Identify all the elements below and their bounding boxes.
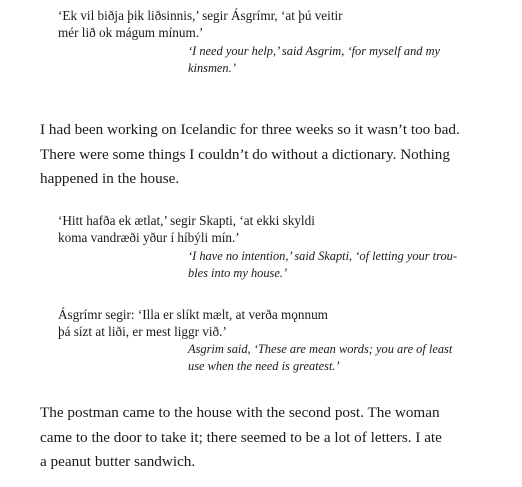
text-line: ‘Ek vil biðja þik liðsinnis,’ segir Ásgrímr, ‘at þú veitir (58, 8, 343, 23)
text-line: came to the door to take it; there seemed to be a lot of letters. I ate (40, 428, 442, 446)
text-line: ‘I need your help,’ said Asgrim, ‘for myself and my (188, 44, 441, 58)
saga-quote-3 (58, 306, 488, 375)
old-norse-text (58, 7, 488, 41)
text-line: I had been working on Icelandic for three weeks so it wasn’t too bad. (40, 121, 460, 138)
text-line: use when the need is greatest.’ (188, 359, 340, 373)
text-line: happened in the house. (40, 170, 180, 187)
saga-quote-1 (58, 7, 488, 77)
narrative-paragraph-2 (40, 401, 510, 475)
english-translation (188, 341, 478, 375)
english-translation (188, 43, 478, 77)
text-line: bles into my house.’ (188, 266, 288, 280)
text-line: a peanut butter sandwich. (40, 453, 196, 470)
text-line: Ásgrímr segir: ‘Illa er slíkt mælt, at verða mǫnnum (58, 307, 328, 322)
text-line: mér lið ok mágum mínum.’ (58, 25, 204, 40)
english-translation (188, 248, 478, 282)
text-line: ‘I have no intention,’ said Skapti, ‘of letting your trou- (188, 249, 457, 263)
text-line: koma vandræði yður í híbýli mín.’ (58, 230, 240, 245)
text-line: There were some things I couldn’t do without a dictionary. Nothing (40, 145, 450, 163)
text-line: ‘Hitt hafða ek ætlat,’ segir Skapti, ‘at ekki skyldi (58, 213, 315, 228)
text-line: kinsmen.’ (188, 61, 236, 75)
text-line: The postman came to the house with the second post. The woman (40, 404, 440, 421)
text-line: þá sízt at liði, er mest liggr við.’ (58, 324, 227, 339)
old-norse-text (58, 306, 488, 340)
saga-quote-2 (58, 212, 488, 282)
text-line: Asgrim said, ‘These are mean words; you are of least (188, 342, 453, 356)
narrative-paragraph-1 (40, 118, 510, 192)
old-norse-text (58, 212, 488, 246)
